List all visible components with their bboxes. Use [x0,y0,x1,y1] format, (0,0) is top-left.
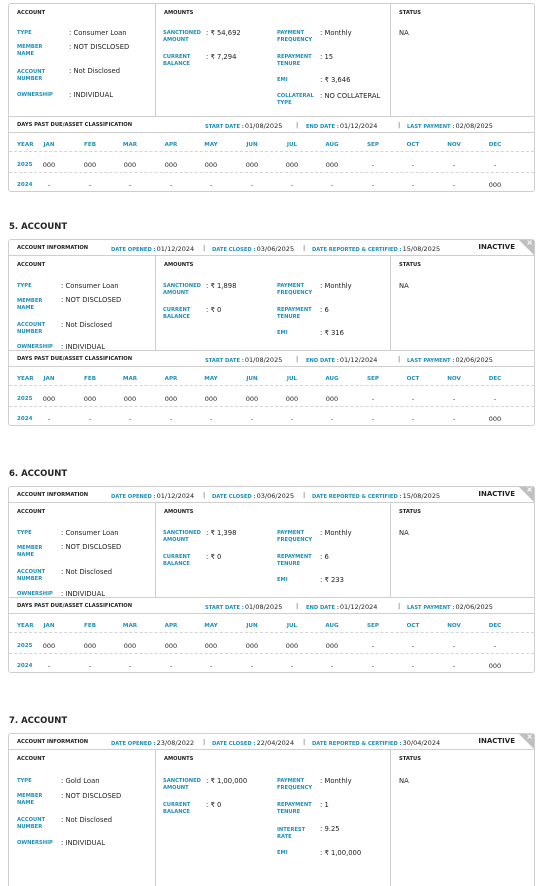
repayment-tenure-label: REPAYMENT TENURE [277,54,312,67]
month-header: JUL [286,376,298,382]
account-number-label: ACCOUNT NUMBER [17,322,46,335]
member-name-label: MEMBER NAME [17,44,43,57]
account-number-value: : Not Disclosed [69,67,121,75]
current-balance-label: CURRENT BALANCE [163,307,191,320]
emi-value: : ₹ 3,646 [320,76,351,84]
amounts-heading: AMOUNTS [164,262,194,268]
row-divider [9,632,534,633]
dpd-cell: - [452,395,456,403]
member-name-value: : NOT DISCLOSED [61,792,122,800]
dpd-cell: - [330,415,334,423]
end-date: END DATE :01/12/2024 [306,122,378,130]
dpd-cell: 000 [164,642,178,650]
ownership-value: : INDIVIDUAL [61,839,106,847]
row-divider [9,406,534,407]
dpd-cell: - [47,662,51,670]
dpd-cell: - [452,181,456,189]
dpd-cell: - [290,181,294,189]
year-label: 2025 [17,396,33,402]
dpd-cell: 000 [488,415,502,423]
dpd-cell: 000 [123,395,137,403]
status-value: NA [399,529,409,537]
dpd-cell: - [250,662,254,670]
row-divider [9,653,534,654]
collateral-type-value: : NO COLLATERAL [320,92,381,100]
current-balance-label: CURRENT BALANCE [163,54,191,67]
dpd-cell: - [47,415,51,423]
repayment-tenure-label: REPAYMENT TENURE [277,307,312,320]
status-column [391,750,536,886]
dpd-cell: - [88,415,92,423]
account-column [9,503,156,597]
dpd-cell: 000 [164,395,178,403]
emi-value: : ₹ 233 [320,576,344,584]
member-name-value: : NOT DISCLOSED [69,43,130,51]
sanctioned-amount-value: : ₹ 54,692 [206,29,241,37]
emi-label: EMI [277,330,288,336]
dpd-cell: 000 [123,161,137,169]
account-info-panel [9,503,534,598]
month-header: MAY [204,376,218,382]
payment-frequency-value: : Monthly [320,777,352,785]
dpd-title: DAYS PAST DUE/ASSET CLASSIFICATION [17,603,133,609]
amounts-column [156,4,391,116]
month-header: FEB [84,142,96,148]
type-label: TYPE [17,283,32,289]
dpd-cell: - [330,181,334,189]
dpd-cell: - [411,161,415,169]
dpd-cell: 000 [488,662,502,670]
dpd-cell: 000 [245,642,259,650]
month-header: AUG [325,623,339,629]
section-title-7: 7. ACCOUNT [9,716,68,726]
dpd-cell: - [452,642,456,650]
month-header: APR [164,142,178,148]
date-reported: DATE REPORTED & CERTIFIED :30/04/2024 [312,739,441,747]
month-header: JAN [43,376,55,382]
section-title-5: 5. ACCOUNT [9,222,68,232]
current-balance-value: : ₹ 7,294 [206,53,237,61]
last-payment: LAST PAYMENT :02/06/2025 [407,603,493,611]
dpd-cell: - [371,642,375,650]
year-header: YEAR [17,376,34,382]
year-label: 2025 [17,643,33,649]
status-column [391,4,536,116]
amounts-heading: AMOUNTS [164,756,194,762]
dpd-cell: - [371,395,375,403]
month-header: MAY [204,142,218,148]
account-number-label: ACCOUNT NUMBER [17,569,46,582]
date-closed: DATE CLOSED :03/06/2025 [212,245,295,253]
row-divider [9,385,534,386]
dpd-cell: 000 [164,161,178,169]
dpd-cell: - [128,662,132,670]
close-icon[interactable]: × [526,485,533,494]
dpd-title: DAYS PAST DUE/ASSET CLASSIFICATION [17,122,133,128]
dpd-cell: - [493,161,497,169]
type-value: : Consumer Loan [61,282,119,290]
payment-frequency-value: : Monthly [320,29,352,37]
type-label: TYPE [17,30,32,36]
dpd-grid [9,614,534,672]
type-label: TYPE [17,778,32,784]
dpd-header: DAYS PAST DUE/ASSET CLASSIFICATION START DATE :01/08/2025 | END DATE :01/12/2024 | LAST PAYMENT :02/06/2025 [9,598,534,614]
emi-label: EMI [277,850,288,856]
repayment-tenure-label: REPAYMENT TENURE [277,802,312,815]
status-heading: STATUS [399,756,421,762]
account-information-title: ACCOUNT INFORMATION [17,492,89,498]
dpd-cell: - [47,181,51,189]
date-closed: DATE CLOSED :22/04/2024 [212,739,295,747]
dpd-grid [9,367,534,425]
ownership-value: : INDIVIDUAL [61,590,106,598]
dpd-cell: - [290,415,294,423]
dpd-cell: - [169,662,173,670]
payment-frequency-label: PAYMENT FREQUENCY [277,530,313,543]
dpd-cell: - [411,181,415,189]
dpd-cell: - [411,662,415,670]
dpd-cell: - [371,181,375,189]
month-header: JUN [246,142,258,148]
account-heading: ACCOUNT [17,262,46,268]
current-balance-label: CURRENT BALANCE [163,554,191,567]
date-reported: DATE REPORTED & CERTIFIED :15/08/2025 [312,245,441,253]
dpd-cell: 000 [42,161,56,169]
dpd-cell: - [128,415,132,423]
dpd-cell: - [290,662,294,670]
month-header: MAR [122,376,138,382]
dpd-header: DAYS PAST DUE/ASSET CLASSIFICATION START DATE :01/08/2025 | END DATE :01/12/2024 | LAST PAYMENT :02/08/2025 [9,117,534,133]
current-balance-value: : ₹ 0 [206,306,222,314]
month-header: AUG [325,142,339,148]
month-header: FEB [84,376,96,382]
sanctioned-amount-value: : ₹ 1,898 [206,282,237,290]
month-header: NOV [447,142,461,148]
account-info-header: ACCOUNT INFORMATION DATE OPENED :23/08/2022 | DATE CLOSED :22/04/2024 | DATE REPORTED & CERTIFIED :30/04/2024 INACTIVE × [9,734,534,750]
dpd-cell: 000 [83,395,97,403]
dpd-cell: 000 [204,395,218,403]
month-header: JUN [246,376,258,382]
dpd-cell: - [452,662,456,670]
date-opened: DATE OPENED :01/12/2024 [111,245,195,253]
dpd-cell: - [88,181,92,189]
month-header: MAR [122,142,138,148]
sanctioned-amount-value: : ₹ 1,398 [206,529,237,537]
dpd-cell: 000 [325,395,339,403]
member-name-label: MEMBER NAME [17,545,43,558]
account-column [9,256,156,350]
member-name-label: MEMBER NAME [17,793,43,806]
end-date: END DATE :01/12/2024 [306,356,378,364]
payment-frequency-label: PAYMENT FREQUENCY [277,283,313,296]
month-header: FEB [84,623,96,629]
account-number-label: ACCOUNT NUMBER [17,817,46,830]
year-header: YEAR [17,142,34,148]
status-heading: STATUS [399,509,421,515]
dpd-cell: 000 [83,642,97,650]
account-info-panel [9,750,534,886]
dpd-cell: - [209,181,213,189]
month-header: NOV [447,376,461,382]
row-divider [9,151,534,152]
start-date: START DATE :01/08/2025 [205,122,283,130]
dpd-header: DAYS PAST DUE/ASSET CLASSIFICATION START DATE :01/08/2025 | END DATE :01/12/2024 | LAST PAYMENT :02/06/2025 [9,351,534,367]
month-header: APR [164,376,178,382]
month-header: JUL [286,142,298,148]
date-opened: DATE OPENED :01/12/2024 [111,492,195,500]
current-balance-value: : ₹ 0 [206,801,222,809]
sanctioned-amount-label: SANCTIONED AMOUNT [163,283,201,296]
dpd-cell: - [169,415,173,423]
month-header: AUG [325,376,339,382]
month-header: OCT [406,623,420,629]
date-opened: DATE OPENED :23/08/2022 [111,739,195,747]
repayment-tenure-value: : 15 [320,53,334,61]
dpd-cell: - [411,642,415,650]
account-info-panel [9,256,534,351]
year-header: YEAR [17,623,34,629]
month-header: DEC [488,623,502,629]
sanctioned-amount-value: : ₹ 1,00,000 [206,777,248,785]
current-balance-label: CURRENT BALANCE [163,802,191,815]
month-header: MAY [204,623,218,629]
dpd-cell: - [452,161,456,169]
inactive-badge: INACTIVE [478,490,515,498]
amounts-column [156,503,391,597]
status-column [391,256,536,350]
close-icon[interactable]: × [526,732,533,741]
month-header: SEP [367,142,379,148]
date-reported: DATE REPORTED & CERTIFIED :15/08/2025 [312,492,441,500]
dpd-cell: - [250,415,254,423]
account-heading: ACCOUNT [17,10,46,16]
account-information-title: ACCOUNT INFORMATION [17,245,89,251]
date-closed: DATE CLOSED :03/06/2025 [212,492,295,500]
year-label: 2024 [17,182,33,188]
interest-rate-label: INTEREST RATE [277,827,306,840]
inactive-badge: INACTIVE [478,737,515,745]
year-label: 2025 [17,162,33,168]
status-value: NA [399,29,409,37]
account-number-value: : Not Disclosed [61,321,113,329]
month-header: OCT [406,142,420,148]
account-card-6 [8,486,535,673]
dpd-cell: 000 [325,642,339,650]
close-icon[interactable]: × [526,238,533,247]
dpd-cell: - [209,662,213,670]
ownership-value: : INDIVIDUAL [61,343,106,351]
member-name-label: MEMBER NAME [17,298,43,311]
month-header: SEP [367,623,379,629]
payment-frequency-value: : Monthly [320,529,352,537]
dpd-title: DAYS PAST DUE/ASSET CLASSIFICATION [17,356,133,362]
type-value: : Consumer Loan [61,529,119,537]
month-header: SEP [367,376,379,382]
dpd-cell: 000 [83,161,97,169]
start-date: START DATE :01/08/2025 [205,603,283,611]
account-heading: ACCOUNT [17,509,46,515]
sanctioned-amount-label: SANCTIONED AMOUNT [163,778,201,791]
collateral-type-label: COLLATERAL TYPE [277,93,314,106]
payment-frequency-label: PAYMENT FREQUENCY [277,778,313,791]
last-payment: LAST PAYMENT :02/08/2025 [407,122,493,130]
dpd-cell: 000 [123,642,137,650]
dpd-cell: - [88,662,92,670]
account-column [9,4,156,116]
member-name-value: : NOT DISCLOSED [61,543,122,551]
dpd-cell: - [371,161,375,169]
dpd-cell: 000 [42,642,56,650]
dpd-cell: 000 [285,395,299,403]
repayment-tenure-value: : 6 [320,553,329,561]
amounts-heading: AMOUNTS [164,10,194,16]
dpd-cell: - [330,662,334,670]
dpd-cell: - [493,395,497,403]
inactive-badge: INACTIVE [478,243,515,251]
type-value: : Gold Loan [61,777,100,785]
amounts-heading: AMOUNTS [164,509,194,515]
repayment-tenure-value: : 6 [320,306,329,314]
repayment-tenure-value: : 1 [320,801,329,809]
year-label: 2024 [17,663,33,669]
dpd-cell: - [128,181,132,189]
member-name-value: : NOT DISCLOSED [61,296,122,304]
dpd-cell: - [493,642,497,650]
month-header: JAN [43,623,55,629]
dpd-cell: 000 [285,161,299,169]
status-value: NA [399,282,409,290]
account-card-4 [8,3,535,192]
month-header: NOV [447,623,461,629]
month-header: APR [164,623,178,629]
dpd-cell: 000 [245,161,259,169]
dpd-cell: 000 [325,161,339,169]
ownership-label: OWNERSHIP [17,591,53,597]
month-header: DEC [488,142,502,148]
account-info-header: ACCOUNT INFORMATION DATE OPENED :01/12/2024 | DATE CLOSED :03/06/2025 | DATE REPORTED & CERTIFIED :15/08/2025 INACTIVE × [9,487,534,503]
account-card-5 [8,239,535,426]
month-header: JAN [43,142,55,148]
account-number-label: ACCOUNT NUMBER [17,69,46,82]
repayment-tenure-label: REPAYMENT TENURE [277,554,312,567]
dpd-cell: - [371,415,375,423]
dpd-grid [9,133,534,191]
account-card-7 [8,733,535,886]
dpd-cell: - [452,415,456,423]
ownership-label: OWNERSHIP [17,344,53,350]
account-information-title: ACCOUNT INFORMATION [17,739,89,745]
last-payment: LAST PAYMENT :02/06/2025 [407,356,493,364]
emi-label: EMI [277,77,288,83]
sanctioned-amount-label: SANCTIONED AMOUNT [163,530,201,543]
dpd-cell: - [371,662,375,670]
start-date: START DATE :01/08/2025 [205,356,283,364]
emi-value: : ₹ 316 [320,329,344,337]
status-value: NA [399,777,409,785]
account-number-value: : Not Disclosed [61,816,113,824]
account-info-panel [9,4,534,117]
account-number-value: : Not Disclosed [61,568,113,576]
payment-frequency-value: : Monthly [320,282,352,290]
month-header: DEC [488,376,502,382]
year-label: 2024 [17,416,33,422]
month-header: JUN [246,623,258,629]
row-divider [9,172,534,173]
dpd-cell: - [209,415,213,423]
dpd-cell: 000 [204,642,218,650]
end-date: END DATE :01/12/2024 [306,603,378,611]
amounts-column [156,256,391,350]
ownership-label: OWNERSHIP [17,92,53,98]
type-label: TYPE [17,530,32,536]
month-header: MAR [122,623,138,629]
current-balance-value: : ₹ 0 [206,553,222,561]
dpd-cell: 000 [42,395,56,403]
status-column [391,503,536,597]
amounts-column [156,750,391,886]
dpd-cell: - [411,415,415,423]
dpd-cell: 000 [245,395,259,403]
dpd-cell: 000 [285,642,299,650]
status-heading: STATUS [399,10,421,16]
account-column [9,750,156,886]
dpd-cell: - [169,181,173,189]
account-info-header: ACCOUNT INFORMATION DATE OPENED :01/12/2024 | DATE CLOSED :03/06/2025 | DATE REPORTED & CERTIFIED :15/08/2025 INACTIVE × [9,240,534,256]
sanctioned-amount-label: SANCTIONED AMOUNT [163,30,201,43]
month-header: OCT [406,376,420,382]
month-header: JUL [286,623,298,629]
dpd-cell: - [250,181,254,189]
payment-frequency-label: PAYMENT FREQUENCY [277,30,313,43]
emi-value: : ₹ 1,00,000 [320,849,362,857]
emi-label: EMI [277,577,288,583]
interest-rate-value: : 9.25 [320,825,340,833]
account-heading: ACCOUNT [17,756,46,762]
status-heading: STATUS [399,262,421,268]
ownership-label: OWNERSHIP [17,840,53,846]
ownership-value: : INDIVIDUAL [69,91,114,99]
section-title-6: 6. ACCOUNT [9,469,68,479]
type-value: : Consumer Loan [69,29,127,37]
dpd-cell: 000 [488,181,502,189]
dpd-cell: - [411,395,415,403]
dpd-cell: 000 [204,161,218,169]
